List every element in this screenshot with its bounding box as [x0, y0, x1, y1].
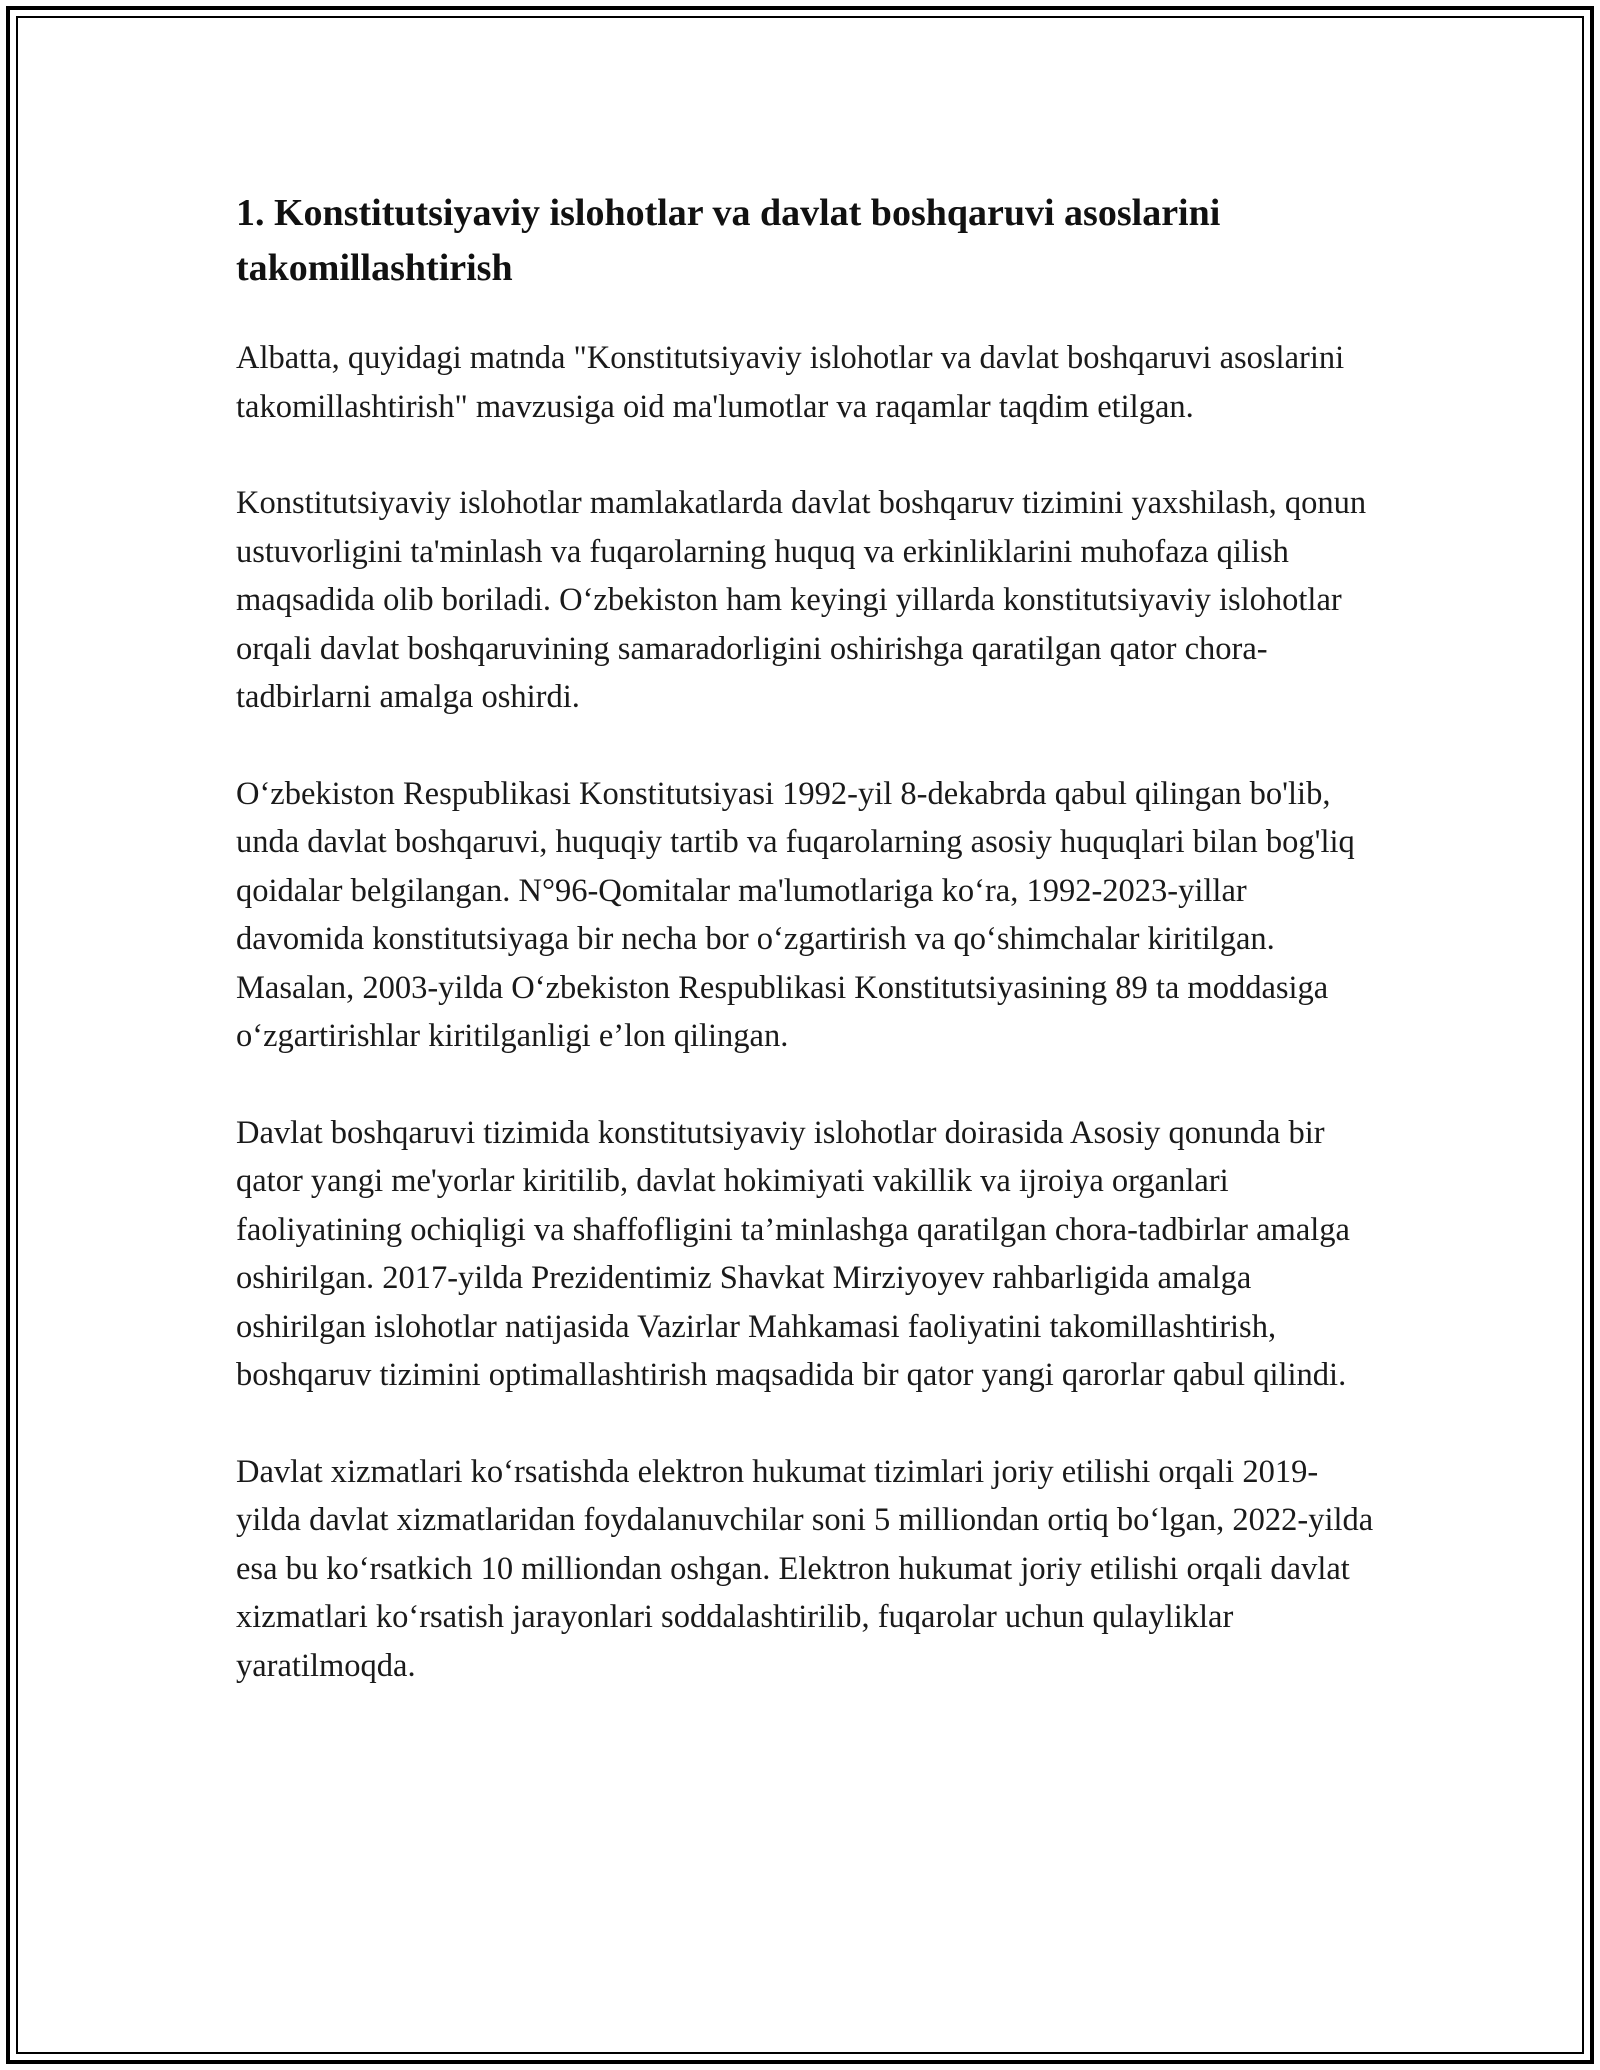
section-heading: 1. Konstitutsiyaviy islohotlar va davlat boshqaruvi asoslarini takomillashtirish — [236, 192, 1221, 289]
paragraph-constitution-history: O‘zbekiston Respublikasi Konstitutsiyasi 1992-yil 8-dekabrda qabul qilingan bo'lib, unda davlat boshqaruvi, huquqiy tartib va fuqarolarning asosiy huquqlari bilan bog'liq qoidalar belgilangan. N°96-Qomitalar ma'lumotlariga ko‘ra, 1992-2023-yillar davomida konstitutsiyaga bir necha bor o‘zgartirish va qo‘shimchalar kiritilgan. Masalan, 2003-yilda O‘zbekiston Respublikasi Konstitutsiyasining 89 ta moddasiga o‘zgartirishlar kiritilganligi e’lon qilingan. — [236, 775, 1355, 1054]
document-body — [236, 186, 1376, 1738]
paragraph-governance-reforms: Davlat boshqaruvi tizimida konstitutsiyaviy islohotlar doirasida Asosiy qonunda bir qator yangi me'yorlar kiritilib, davlat hokimiyati vakillik va ijroiya organlari faoliyatining ochiqligi va shaffofligini ta’minlashga qaratilgan chora-tadbirlar amalga oshirilgan. 2017-yilda Prezidentimiz Shavkat Mirziyoyev rahbarligida amalga oshirilgan islohotlar natijasida Vazirlar Mahkamasi faoliyatini takomillashtirish, boshqaruv tizimini optimallashtirish maqsadida bir qator yangi qarorlar qabul qilindi. — [236, 1114, 1350, 1393]
paragraph-e-government: Davlat xizmatlari ko‘rsatishda elektron hukumat tizimlari joriy etilishi orqali 2019-yilda davlat xizmatlaridan foydalanuvchilar soni 5 milliondan ortiq bo‘lgan, 2022-yilda esa bu ko‘rsatkich 10 milliondan oshgan. Elektron hukumat joriy etilishi orqali davlat xizmatlari ko‘rsatish jarayonlari soddalashtirilib, fuqarolar uchun qulayliklar yaratilmoqda. — [236, 1453, 1374, 1684]
paragraph-intro: Albatta, quyidagi matnda "Konstitutsiyaviy islohotlar va davlat boshqaruvi asoslarini takomillashtirish" mavzusiga oid ma'lumotlar va raqamlar taqdim etilgan. — [236, 340, 1345, 425]
paragraph-reforms-purpose: Konstitutsiyaviy islohotlar mamlakatlarda davlat boshqaruv tizimini yaxshilash, qonun ustuvorligini ta'minlash va fuqarolarning huquq va erkinliklarini muhofaza qilish maqsadida olib boriladi. O‘zbekiston ham keyingi yillarda konstitutsiyaviy islohotlar orqali davlat boshqaruvining samaradorligini oshirishga qaratilgan qator chora-tadbirlarni amalga oshirdi. — [236, 485, 1367, 715]
